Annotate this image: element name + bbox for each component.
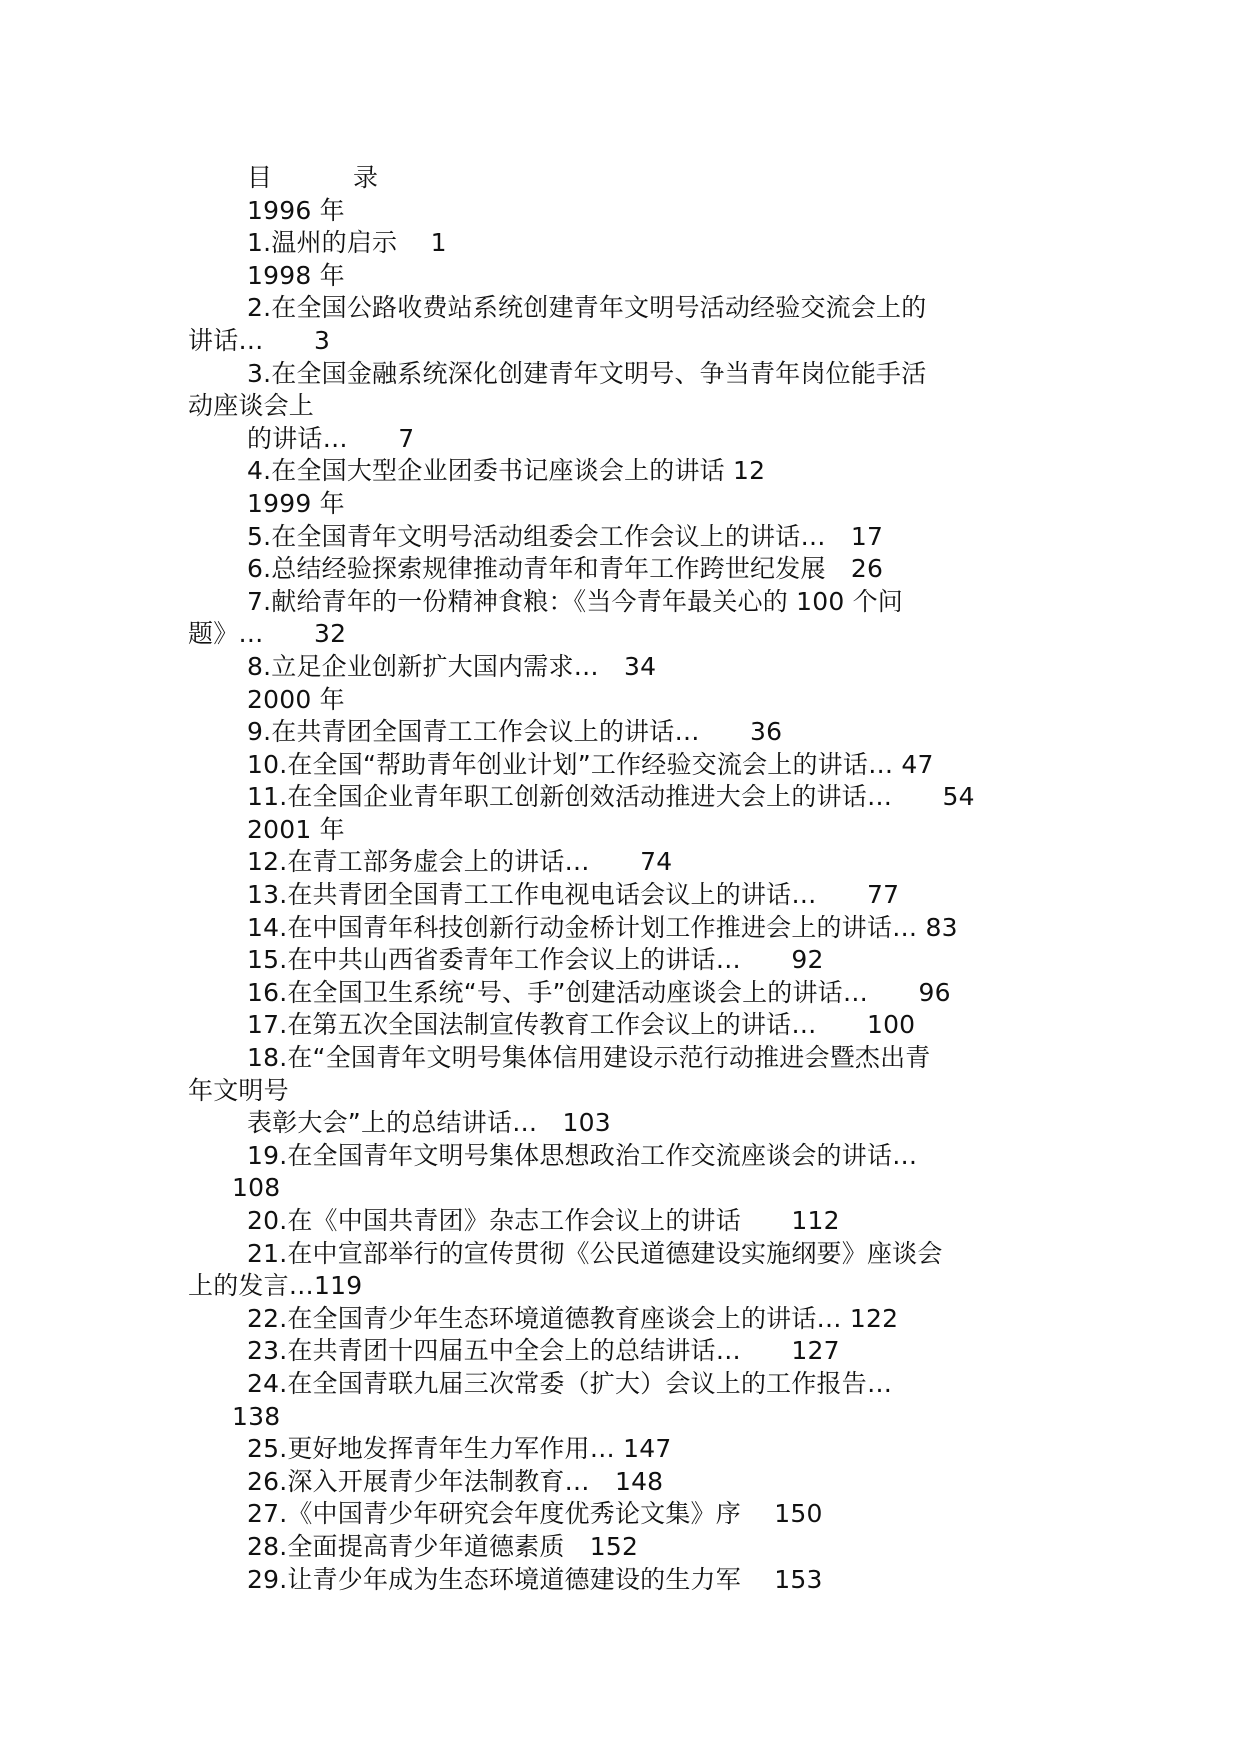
toc-entry: 22.在全国青少年生态环境道德教育座谈会上的讲话… 122 — [247, 1303, 899, 1333]
toc-entry: 20.在《中国共青团》杂志工作会议上的讲话 112 — [247, 1206, 840, 1235]
toc-entry: 15.在中共山西省委青年工作会议上的讲话… 92 — [247, 945, 824, 975]
table-of-contents — [188, 162, 1060, 1596]
toc-entry: 19.在全国青年文明号集体思想政治工作交流座谈会的讲话… — [247, 1140, 918, 1170]
toc-entry: 1.温州的启示 1 — [247, 228, 447, 258]
toc-entry: 3.在全国金融系统深化创建青年文明号、争当青年岗位能手活 — [247, 358, 927, 388]
toc-entry-continuation: 表彰大会”上的总结讲话… 103 — [247, 1108, 611, 1138]
toc-entry: 28.全面提高青少年道德素质 152 — [247, 1531, 639, 1561]
toc-entry: 5.在全国青年文明号活动组委会工作会议上的讲话… 17 — [247, 521, 884, 551]
year-heading: 1996 年 — [247, 195, 345, 225]
toc-entry: 29.让青少年成为生态环境道德建设的生力军 153 — [247, 1564, 823, 1594]
year-heading: 2000 年 — [247, 684, 345, 714]
toc-entry: 24.在全国青联九届三次常委（扩大）会议上的工作报告… — [247, 1368, 893, 1398]
toc-entry: 25.更好地发挥青年生力军作用… 147 — [247, 1434, 672, 1464]
toc-entry: 18.在“全国青年文明号集体信用建设示范行动推进会暨杰出青 — [247, 1043, 931, 1073]
toc-entry-continuation: 的讲话… 7 — [247, 423, 415, 453]
toc-entry: 8.立足企业创新扩大国内需求… 34 — [247, 651, 657, 681]
toc-entry: 4.在全国大型企业团委书记座谈会上的讲话 12 — [247, 456, 766, 486]
toc-entry-continuation: 讲话… 3 — [188, 325, 331, 355]
year-heading: 1999 年 — [247, 488, 345, 518]
toc-entry: 10.在全国“帮助青年创业计划”工作经验交流会上的讲话… 47 — [247, 749, 934, 779]
toc-entry: 17.在第五次全国法制宣传教育工作会议上的讲话… 100 — [247, 1010, 916, 1040]
toc-entry: 13.在共青团全国青工工作电视电话会议上的讲话… 77 — [247, 880, 900, 910]
year-heading: 2001 年 — [247, 814, 345, 844]
toc-entry-continuation: 题》… 32 — [188, 619, 347, 649]
toc-entry: 14.在中国青年科技创新行动金桥计划工作推进会上的讲话… 83 — [247, 912, 958, 942]
toc-title: 目 录 — [247, 163, 407, 192]
toc-entry: 27.《中国青少年研究会年度优秀论文集》序 150 — [247, 1499, 823, 1529]
toc-entry-page-number: 138 — [232, 1401, 281, 1431]
year-heading: 1998 年 — [247, 260, 345, 290]
toc-entry: 26.深入开展青少年法制教育… 148 — [247, 1466, 664, 1496]
toc-entry-page-number: 108 — [232, 1173, 281, 1203]
toc-entry: 7.献给青年的一份精神食粮：《当今青年最关心的 100 个问 — [247, 586, 903, 616]
toc-entry: 16.在全国卫生系统“号、手”创建活动座谈会上的讲话… 96 — [247, 977, 951, 1007]
toc-entry: 9.在共青团全国青工工作会议上的讲话… 36 — [247, 717, 783, 747]
toc-entry: 11.在全国企业青年职工创新创效活动推进大会上的讲话… 54 — [247, 782, 975, 812]
toc-entry: 6.总结经验探索规律推动青年和青年工作跨世纪发展 26 — [247, 554, 884, 584]
toc-entry-continuation: 年文明号 — [188, 1075, 289, 1105]
toc-entry: 21.在中宣部举行的宣传贯彻《公民道德建设实施纲要》座谈会 — [247, 1238, 943, 1268]
toc-entry-continuation: 动座谈会上 — [188, 391, 315, 421]
toc-entry: 2.在全国公路收费站系统创建青年文明号活动经验交流会上的 — [247, 293, 927, 323]
toc-entry: 23.在共青团十四届五中全会上的总结讲话… 127 — [247, 1336, 840, 1366]
toc-entry-continuation: 上的发言…119 — [188, 1271, 363, 1301]
toc-entry: 12.在青工部务虚会上的讲话… 74 — [247, 847, 673, 877]
